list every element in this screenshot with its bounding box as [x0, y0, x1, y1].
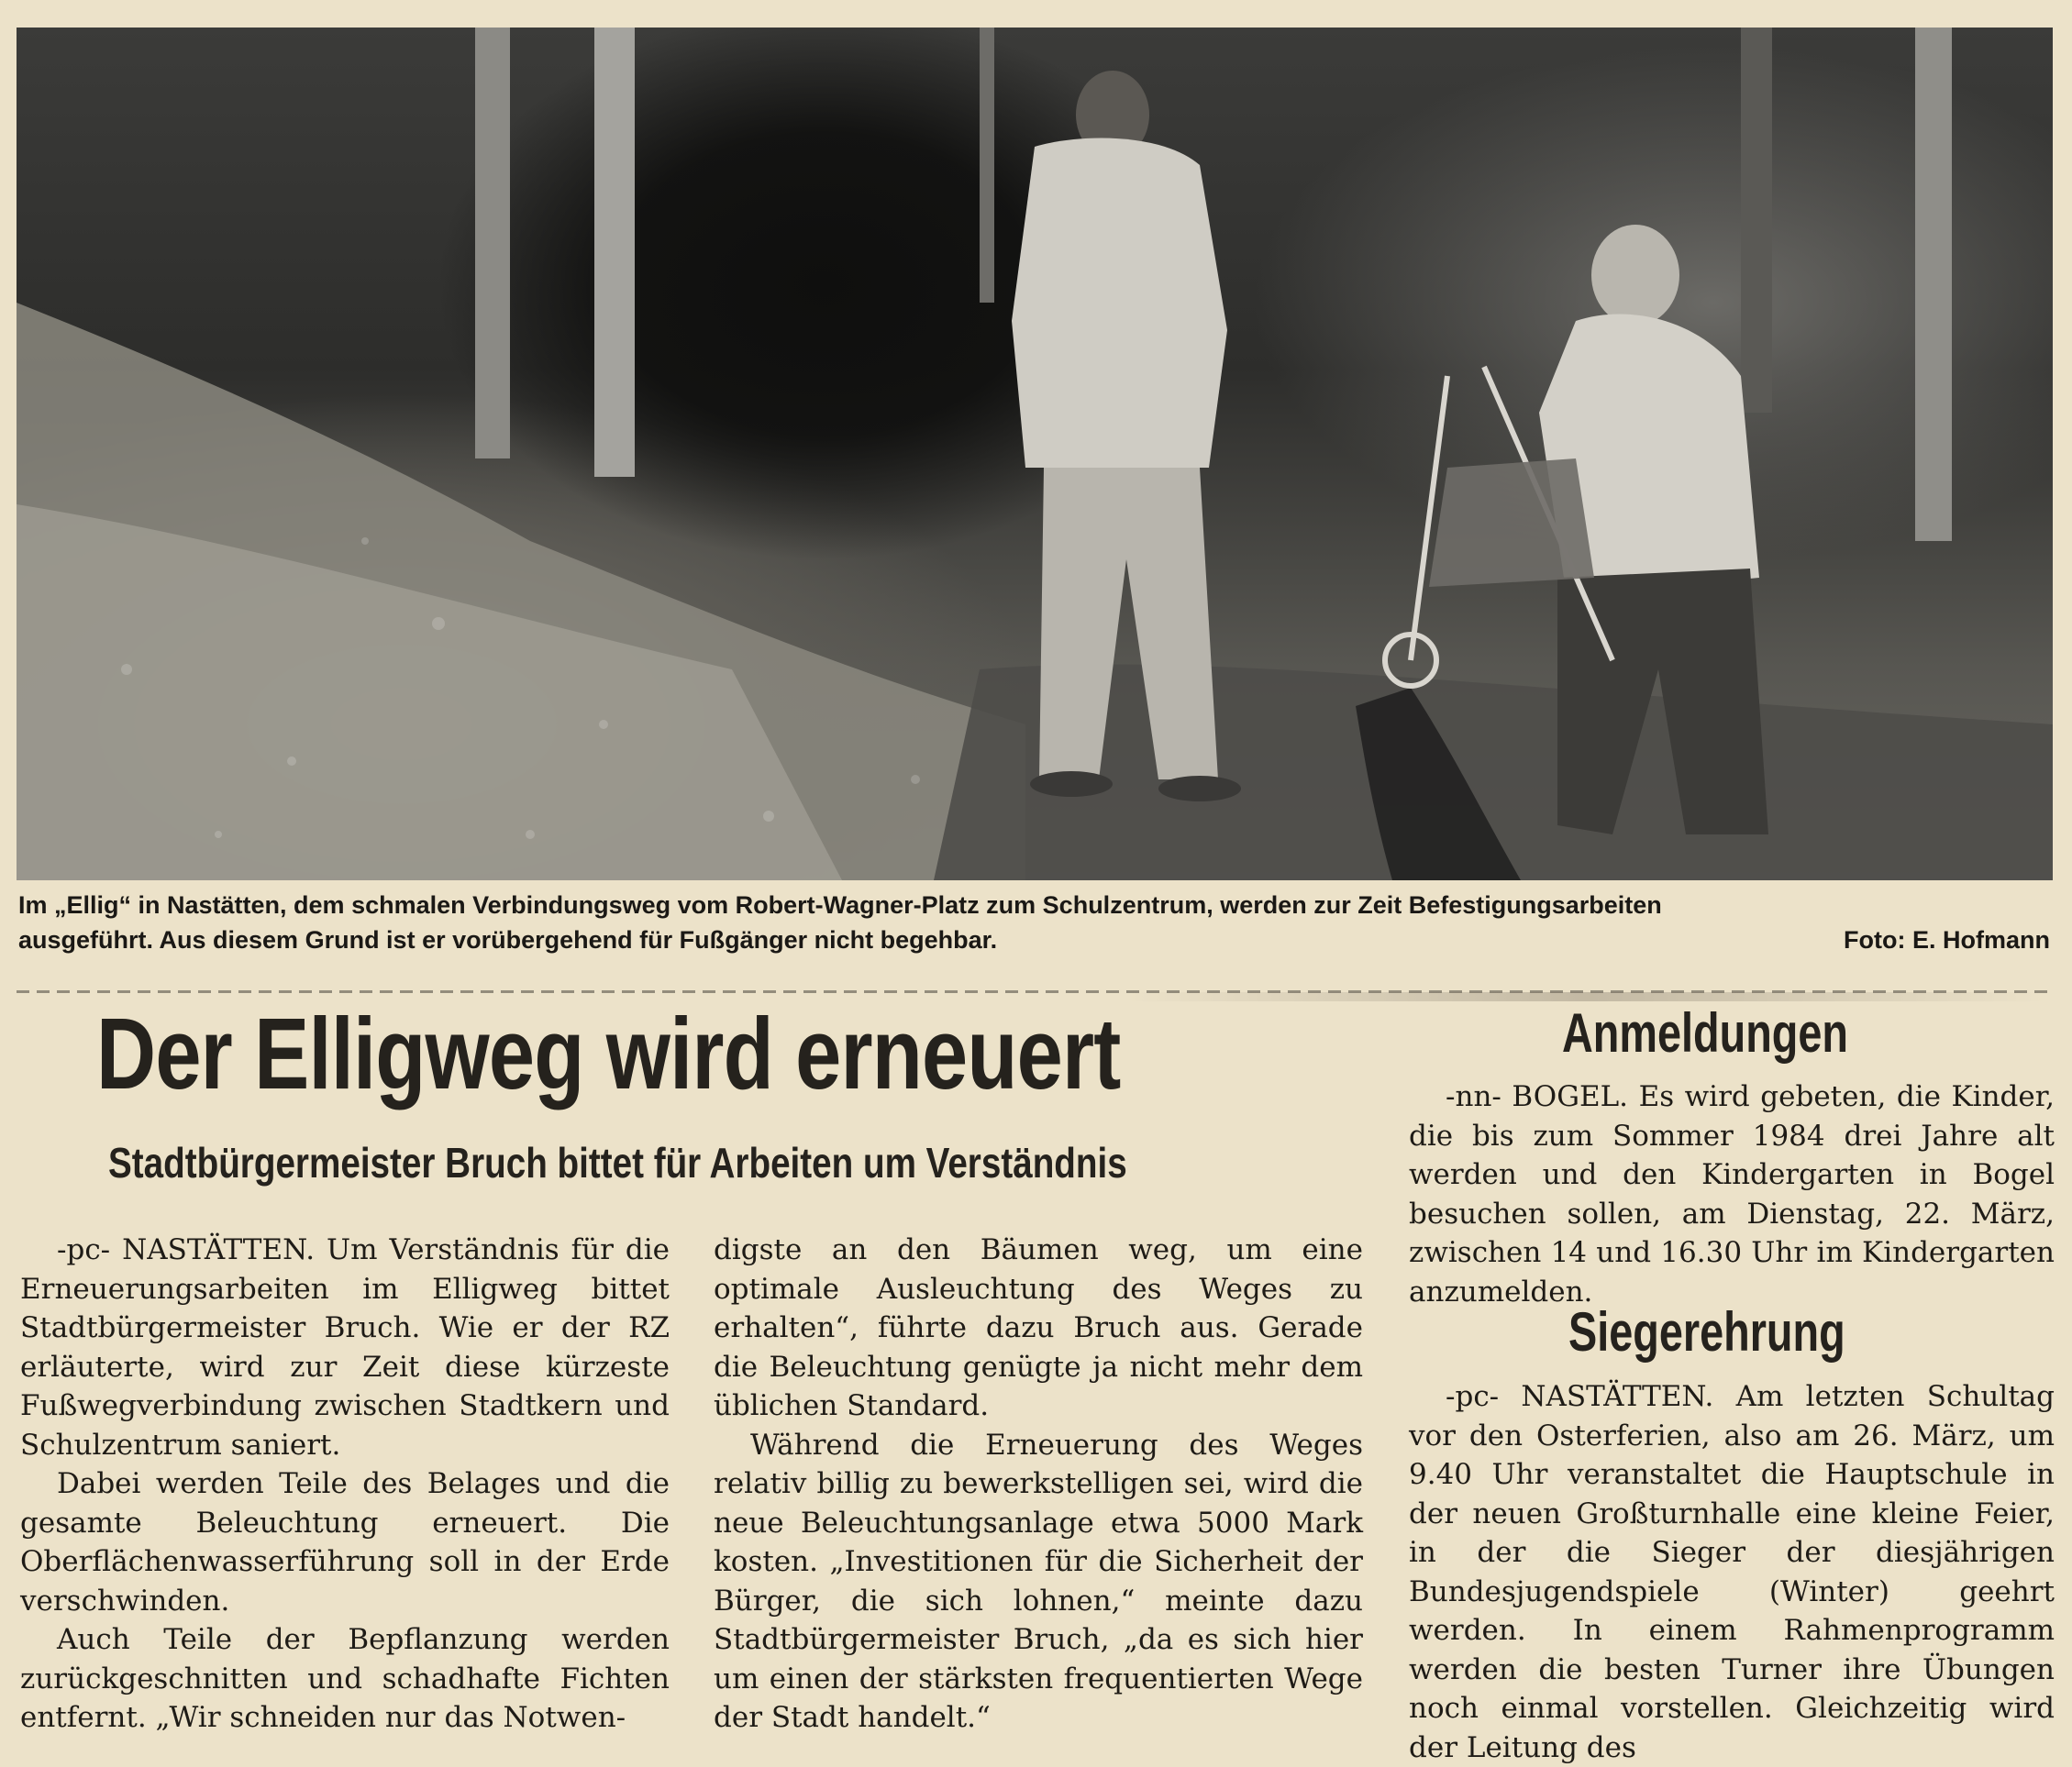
- caption-line-1: Im „Ellig“ in Nastätten, dem schmalen Verbindungsweg vom Robert-Wagner-Platz zum Schulzentrum, werden zur Zeit Befestigungsarbeiten: [18, 891, 1662, 919]
- article-paragraph: Auch Teile der Bepflanzung werden zurückgeschnitten und schadhafte Fichten entfernt. „Wir schneiden nur das Notwen-: [20, 1623, 670, 1734]
- photo-credit: Foto: E. Hofmann: [1844, 926, 2050, 954]
- article-column-1: [20, 1231, 670, 1738]
- siegerehrung-headline: Siegerehrung: [1568, 1301, 1845, 1363]
- news-photo: [17, 28, 2053, 880]
- caption-line-2: ausgeführt. Aus diesem Grund ist er vorübergehend für Fußgänger nicht begehbar.: [18, 926, 998, 954]
- anmeldungen-headline: Anmeldungen: [1562, 1002, 1848, 1064]
- article-paragraph: Während die Erneuerung des Weges relativ billig zu bewerkstelligen sei, wird die neue Beleuchtungsanlage etwa 5000 Mark kosten. „Investitionen für die Sicherheit der Bürger, die sich lohnen,“ meinte dazu Stadtbürgermeister Bruch, „da es sich hier um einen der stärksten frequentierten Wege der Stadt handelt.“: [714, 1428, 1363, 1734]
- article-paragraph: digste an den Bäumen weg, um eine optimale Ausleuchtung des Weges zu erhalten“, führte dazu Bruch aus. Gerade die Beleuchtung genügte ja nicht mehr dem üblichen Standard.: [714, 1233, 1363, 1422]
- article-paragraph: Dabei werden Teile des Belages und die gesamte Beleuchtung erneuert. Die Oberflächenwasserführung soll in der Erde verschwinden.: [20, 1467, 670, 1618]
- photo-caption: [18, 888, 2050, 957]
- article-paragraph: -pc- NASTÄTTEN. Um Verständnis für die Erneuerungsarbeiten im Elligweg bittet Stadtbürgermeister Bruch. Wie er der RZ erläuterte, wird zur Zeit diese kürzeste Fußwegverbindung zwischen Stadtkern und Schulzentrum saniert.: [20, 1233, 670, 1462]
- siegerehrung-text-column: [1409, 1377, 2055, 1767]
- article-column-2: [714, 1231, 1363, 1738]
- article-headline: Der Elligweg wird erneuert: [96, 998, 1121, 1110]
- anmeldungen-text: -nn- BOGEL. Es wird gebeten, die Kinder, die bis zum Sommer 1984 drei Jahre alt werden und den Kindergarten in Bogel besuchen sollen, am Dienstag, 22. März, zwischen 14 und 16.30 Uhr im Kindergarten anzumelden.: [1409, 1080, 2055, 1309]
- photo-illustration: [17, 28, 2053, 880]
- article-subhead: Stadtbürgermeister Bruch bittet für Arbeiten um Verständnis: [108, 1139, 1127, 1187]
- paper-scuff: [1128, 992, 2045, 1001]
- anmeldungen-text-column: [1409, 1077, 2055, 1311]
- siegerehrung-text: -pc- NASTÄTTEN. Am letzten Schultag vor den Osterferien, also am 26. März, um 9.40 Uhr veranstaltet die Hauptschule in der neuen Großturnhalle eine kleine Feier, in der die Sieger der diesjährigen Bundesjugendspiele (Winter) geehrt werden. In einem Rahmenprogramm werden die besten Turner ihre Übungen noch einmal vorstellen. Gleichzeitig wird der Leitung des: [1409, 1380, 2055, 1764]
